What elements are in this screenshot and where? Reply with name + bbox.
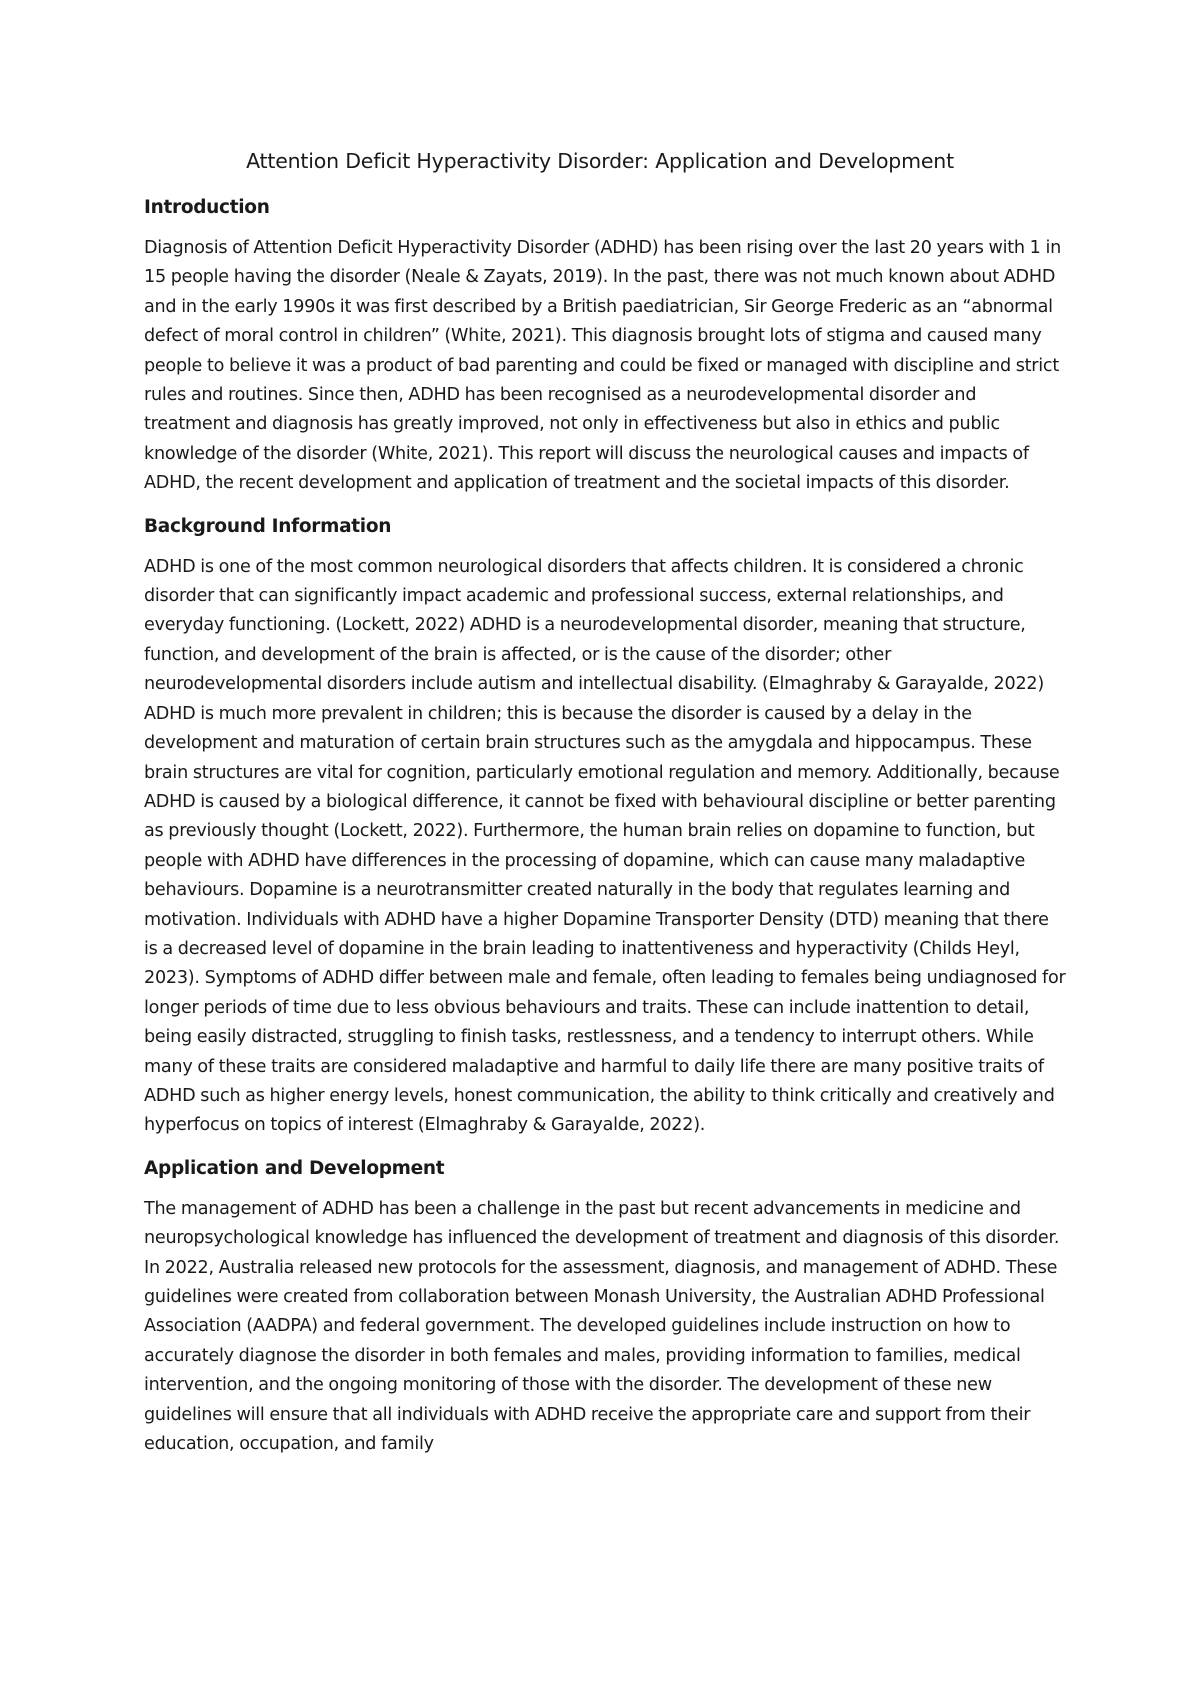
background-heading: Background Information — [144, 515, 392, 537]
application-paragraph: The management of ADHD has been a challenge in the past but recent advancements in medicine and neuropsychological knowledge has influenced the development of treatment and diagnosis of this disorder. In 2022, Australia released new protocols for the assessment, diagnosis, and management of ADHD. These guidelines were created from collaboration between Monash University, the Australian ADHD Professional Association (AADPA) and federal government. The developed guidelines include instruction on how to accurately diagnose the disorder in both females and males, providing information to families, medical intervention, and the ongoing monitoring of those with the disorder. The development of these new guidelines will ensure that all individuals with ADHD receive the appropriate care and support from their education, occupation, and family — [144, 1198, 1060, 1455]
document-title: Attention Deficit Hyperactivity Disorder: Application and Development — [246, 149, 954, 173]
introduction-heading: Introduction — [144, 197, 270, 218]
application-section — [144, 1155, 1066, 1460]
introduction-paragraph: Diagnosis of Attention Deficit Hyperactivity Disorder (ADHD) has been rising over the last 20 years with 1 in 15 people having the disorder (Neale & Zayats, 2019). In the past, there was not much known about ADHD and in the early 1990s it was first described by a British paediatrician, Sir George Frederic as an “abnormal defect of moral control in children” (White, 2021). This diagnosis brought lots of stigma and caused many people to believe it was a product of bad parenting and could be fixed or managed with discipline and strict rules and routines. Since then, ADHD has been recognised as a neurodevelopmental disorder and treatment and diagnosis has greatly improved, not only in effectiveness but also in ethics and public knowledge of the disorder (White, 2021). This report will discuss the neurological causes and impacts of ADHD, the recent development and application of treatment and the societal impacts of this disorder. — [144, 238, 1062, 494]
introduction-section — [144, 194, 1066, 499]
background-paragraph: ADHD is one of the most common neurological disorders that affects children. It is considered a chronic disorder that can significantly impact academic and professional success, external relationships, and everyday functioning. (Lockett, 2022) ADHD is a neurodevelopmental disorder, meaning that structure, function, and development of the brain is affected, or is the cause of the disorder; other neurodevelopmental disorders include autism and intellectual disability. (Elmaghraby & Garayalde, 2022) ADHD is much more prevalent in children; this is because the disorder is caused by a delay in the development and maturation of certain brain structures such as the amygdala and hippocampus. These brain structures are vital for cognition, particularly emotional regulation and memory. Additionally, because ADHD is caused by a biological difference, it cannot be fixed with behavioural discipline or better parenting as previously thought (Lockett, 2022). Furthermore, the human brain relies on dopamine to function, but people with ADHD have differences in the processing of dopamine, which can cause many maladaptive behaviours. Dopamine is a neurotransmitter created naturally in the body that regulates learning and motivation. Individuals with ADHD have a higher Dopamine Transporter Density (DTD) meaning that there is a decreased level of dopamine in the brain leading to inattentiveness and hyperactivity (Childs Heyl, 2023). Symptoms of ADHD differ between male and female, often leading to females being undiagnosed for longer periods of time due to less obvious behaviours and traits. These can include inattention to detail, being easily distracted, struggling to finish tasks, restlessness, and a tendency to interrupt others. While many of these traits are considered maladaptive and harmful to daily life there are many positive traits of ADHD such as higher energy levels, honest communication, the ability to think critically and creatively and hyperfocus on topics of interest (Elmaghraby & Garayalde, 2022). — [144, 556, 1066, 1136]
background-section — [144, 513, 1066, 1141]
document-body — [144, 194, 1066, 1459]
application-heading: Application and Development — [144, 1157, 445, 1179]
